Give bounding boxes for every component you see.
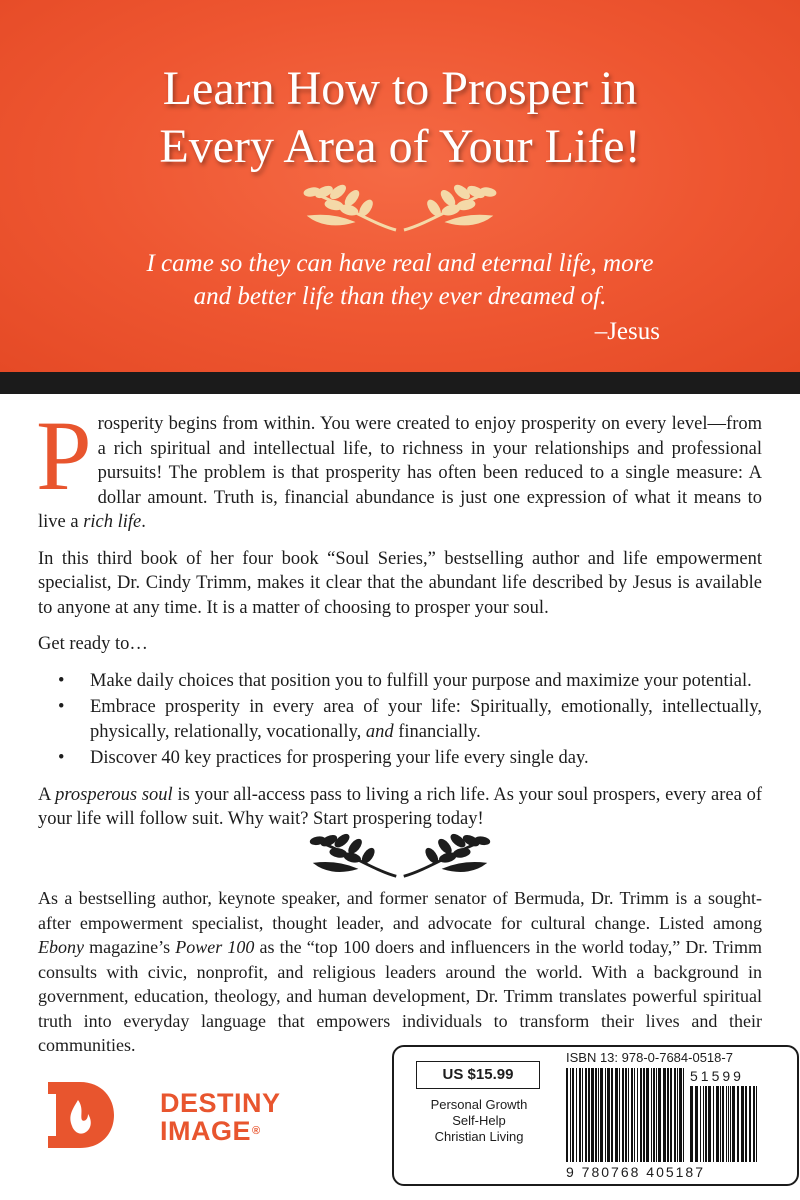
barcode-bar [615,1068,618,1162]
headline-line-1: Learn How to Prosper in [162,62,638,115]
barcode-bar [690,1086,693,1162]
bullet-text-2b: financially. [393,721,481,742]
barcode-bar [730,1086,731,1162]
bullet-item-3 [38,746,762,771]
barcode-bar [753,1086,755,1162]
bullet-marker: • [58,697,65,717]
intro-end: . [141,512,146,532]
barcode-bar [628,1068,629,1162]
barcode-bar [722,1086,724,1162]
bullet-item-1 [38,669,762,694]
category-list [400,1097,558,1145]
barcode-bar [737,1086,739,1162]
intro-italic: rich life [83,512,142,532]
barcode-bar [700,1086,701,1162]
barcode-bar [619,1068,620,1162]
wheat-ornament-dark-icon [298,822,502,880]
barcode-bar [728,1086,729,1162]
barcode-bar [695,1086,698,1162]
top-banner [0,0,800,372]
barcode-bar [658,1068,661,1162]
barcode-bar [637,1068,638,1162]
barcode-bar [566,1068,568,1162]
bullet-marker: • [58,670,65,691]
barcode-bar [677,1068,678,1162]
barcode-bar [716,1086,719,1162]
barcode-bar [720,1086,721,1162]
barcode-bar [622,1068,624,1162]
barcode-digits: 9 780768 405187 [566,1164,705,1180]
isbn-label: ISBN 13: 978-0-7684-0518-7 [566,1050,733,1065]
bullet-marker: • [58,748,65,768]
wheat-ornament-icon [294,172,506,234]
barcode-bar [634,1068,635,1162]
intro-text: rosperity begins from within. You were created to enjoy prosperity on every level—from a rich spiritual and intellectual life, to richness in your relationships and professional pursuits! The problem is that prosperity has often been reduced to a single measure: A dollar amount. Truth is, financial abundance is just one expression of what it means to live a [38,414,762,532]
barcode-bar [631,1068,633,1162]
closing-italic: prosperous soul [55,784,173,805]
get-ready-line: Get ready to… [38,634,148,654]
barcode-bar [705,1086,707,1162]
bio-part-2: magazine’s [83,937,176,957]
quote-line-1: I came so they can have real and eternal life, more [146,250,654,277]
barcode-bar [598,1068,599,1162]
bio-ebony: Ebony [38,937,84,957]
black-divider-band [0,372,800,394]
barcode-bar [713,1086,714,1162]
barcode-bar [683,1068,684,1162]
barcode-bar [745,1086,747,1162]
quote-attribution: –Jesus [594,318,660,345]
drop-cap: P [36,400,92,511]
barcode-bar [741,1086,744,1162]
category-1: Personal Growth [430,1097,528,1112]
barcode-bar [703,1086,704,1162]
author-bio [38,886,762,1058]
barcode-bar [674,1068,676,1162]
intro-paragraph [36,400,762,535]
barcode-bar [643,1068,645,1162]
addon-digits: 51599 [690,1068,744,1084]
quote-line-2: and better life than they ever dreamed of. [193,283,607,310]
barcode-bar [579,1068,581,1162]
barcode-bar [726,1086,727,1162]
barcode-bar [585,1068,587,1162]
flame-d-logo-icon [42,1078,118,1150]
barcode-bar [605,1068,606,1162]
barcode-bar [572,1068,574,1162]
category-3: Christian Living [434,1129,524,1144]
isbn-barcode-icon [566,1068,686,1162]
barcode-bar [576,1068,577,1162]
barcode-bar [582,1068,583,1162]
bullet-text-2-italic: and [365,721,394,742]
bullet-text-3: Discover 40 key practices for prospering your life every single day. [90,748,589,768]
barcode-bar [646,1068,649,1162]
bio-part-3: as the “top 100 doers and influencers in the world today,” Dr. Trimm consults with civic, nonprofit, and religious leaders around the world. With a background in government, education, theology, and human development, Dr. Trimm translates powerful spiritual truth into everyday language that empowers individuals to transform their lives and their communities. [38,937,763,1055]
price-box: US $15.99 [416,1061,540,1089]
bullet-list [38,669,762,771]
headline [0,60,800,176]
barcode-bar [591,1068,594,1162]
barcode-bar [749,1086,751,1162]
barcode-bar [588,1068,590,1162]
publisher-image-word: IMAGE [160,1116,252,1146]
bullet-text-2a: Embrace prosperity in every area of your life: Spiritually, emotionally, intellectually, physically, relationally, vocationally, [90,697,762,742]
series-paragraph: In this third book of her four book “Soul Series,” bestselling author and life empowerment specialist, Dr. Cindy Trimm, makes it clear that the abundant life described by Jesus is available to anyone at any time. It is a matter of choosing to prosper your soul. [38,548,762,618]
barcode-bar [732,1086,735,1162]
headline-line-2: Every Area of Your Life! [159,120,641,173]
closing-rest: is your all-access pass to living a rich life. As your soul prospers, every area of your life will follow suit. Why wait? Start prospering today! [38,784,762,829]
bullet-item-2 [38,695,762,744]
registered-mark: ® [252,1125,261,1137]
barcode-bar [607,1068,610,1162]
closing-prefix: A [38,784,56,805]
publisher-name-line-1: DESTINY [160,1088,281,1118]
barcode-bar [653,1068,655,1162]
barcode-bar [595,1068,597,1162]
bio-power-100: Power 100 [175,937,255,957]
barcode-bar [570,1068,571,1162]
barcode-bar [663,1068,666,1162]
category-2: Self-Help [452,1113,506,1128]
price-addon-barcode-icon [690,1086,760,1162]
barcode-bar [600,1068,603,1162]
barcode-bar [651,1068,652,1162]
barcode-bar [656,1068,657,1162]
bullet-text-1: Make daily choices that position you to fulfill your purpose and maximize your potential. [90,670,752,691]
publisher-name-line-2 [160,1116,261,1146]
barcode-bar [708,1086,711,1162]
barcode-bar [625,1068,627,1162]
publisher-logo [42,1078,282,1150]
bio-part-1: As a bestselling author, keynote speaker, and former senator of Bermuda, Dr. Trimm is a sought-after empowerment specialist, thought leader, and advocate for cultural change. Listed among [38,888,762,933]
jesus-quote [60,247,740,313]
barcode-bar [679,1068,682,1162]
main-description [36,400,762,844]
barcode-bar [756,1086,757,1162]
barcode-bar [640,1068,642,1162]
barcode-bar [670,1068,672,1162]
barcode-bar [667,1068,669,1162]
barcode-bar [611,1068,613,1162]
